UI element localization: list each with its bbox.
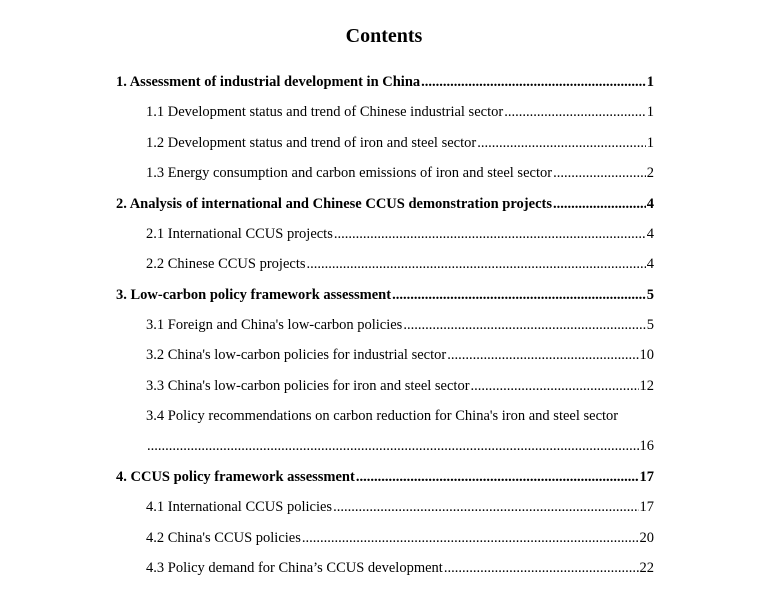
toc-entry-label: 3.4 Policy recommendations on carbon reduction for China's iron and steel sector — [146, 408, 619, 424]
toc-entry-label: 4.1 International CCUS policies — [146, 499, 333, 515]
toc-page-number: 22 — [639, 560, 654, 576]
toc-entry-label: 4.3 Policy demand for China’s CCUS development — [146, 560, 443, 576]
toc-entry-1-1[interactable] — [146, 103, 654, 121]
page-title: Contents — [345, 25, 423, 47]
toc-entry-section-4[interactable] — [116, 468, 654, 486]
toc-entry-3-2[interactable] — [146, 346, 654, 364]
toc-entry-section-2[interactable] — [116, 195, 654, 213]
toc-entry-label: 1. Assessment of industrial development in China — [116, 74, 421, 90]
toc-page-number: 16 — [639, 438, 654, 454]
toc-entry-label: 4.2 China's CCUS policies — [146, 530, 301, 546]
toc-page-number: 1 — [646, 74, 654, 90]
toc-entry-label: 2.1 International CCUS projects — [146, 226, 333, 242]
dot-leader — [421, 73, 646, 91]
toc-entry-label: 3.3 China's low-carbon policies for iron and steel sector — [146, 378, 470, 394]
toc-page-number: 4 — [646, 226, 654, 242]
dot-leader — [471, 377, 639, 395]
toc-entry-section-3[interactable] — [116, 286, 654, 304]
dot-leader — [392, 286, 646, 304]
dot-leader — [444, 559, 639, 577]
dot-leader — [504, 103, 646, 121]
toc-entry-label: 3.2 China's low-carbon policies for industrial sector — [146, 347, 447, 363]
toc-entry-label: 2.2 Chinese CCUS projects — [146, 256, 306, 272]
toc-page-number: 17 — [639, 469, 654, 485]
toc-entry-2-1[interactable] — [146, 225, 654, 243]
toc-page-number: 20 — [639, 530, 654, 546]
toc-page-number: 4 — [646, 256, 654, 272]
toc-page-number: 5 — [646, 287, 654, 303]
toc-page-number: 4 — [646, 196, 654, 212]
toc-entry-section-1[interactable] — [116, 73, 654, 91]
toc-page-number: 12 — [639, 378, 654, 394]
toc-entry-label: 4. CCUS policy framework assessment — [116, 469, 355, 485]
toc-page-number: 1 — [646, 135, 654, 151]
toc-entry-label: 1.1 Development status and trend of Chinese industrial sector — [146, 104, 504, 120]
dot-leader — [553, 195, 646, 213]
toc-entry-4-2[interactable] — [146, 529, 654, 547]
dot-leader — [356, 468, 639, 486]
dot-leader — [147, 437, 639, 455]
toc-page-number: 2 — [646, 165, 654, 181]
toc-page-number: 10 — [639, 347, 654, 363]
toc-entry-label: 3.1 Foreign and China's low-carbon policies — [146, 317, 403, 333]
toc-page-number: 17 — [639, 499, 654, 515]
toc-entry-3-1[interactable] — [146, 316, 654, 334]
toc-entry-4-3[interactable] — [146, 559, 654, 577]
dot-leader — [447, 346, 638, 364]
toc-entry-label: 1.3 Energy consumption and carbon emissions of iron and steel sector — [146, 165, 553, 181]
toc-entry-1-3[interactable] — [146, 164, 654, 182]
toc-entry-label: 1.2 Development status and trend of iron and steel sector — [146, 135, 477, 151]
toc-entry-label: 2. Analysis of international and Chinese CCUS demonstration projects — [116, 196, 552, 212]
toc-entry-1-2[interactable] — [146, 134, 654, 152]
dot-leader — [403, 316, 645, 334]
toc-entry-2-2[interactable] — [146, 255, 654, 273]
dot-leader — [334, 225, 646, 243]
dot-leader — [477, 134, 646, 152]
toc-entry-3-4[interactable] — [146, 407, 654, 425]
toc-entry-3-3[interactable] — [146, 377, 654, 395]
toc-entry-label: 3. Low-carbon policy framework assessment — [116, 287, 392, 303]
dot-leader — [307, 255, 646, 273]
dot-leader — [302, 529, 639, 547]
toc-entry-3-4-leader[interactable] — [146, 437, 654, 455]
toc-entry-4-1[interactable] — [146, 498, 654, 516]
dot-leader — [553, 164, 646, 182]
toc-page-number: 1 — [646, 104, 654, 120]
dot-leader — [333, 498, 638, 516]
toc-page-number: 5 — [646, 317, 654, 333]
